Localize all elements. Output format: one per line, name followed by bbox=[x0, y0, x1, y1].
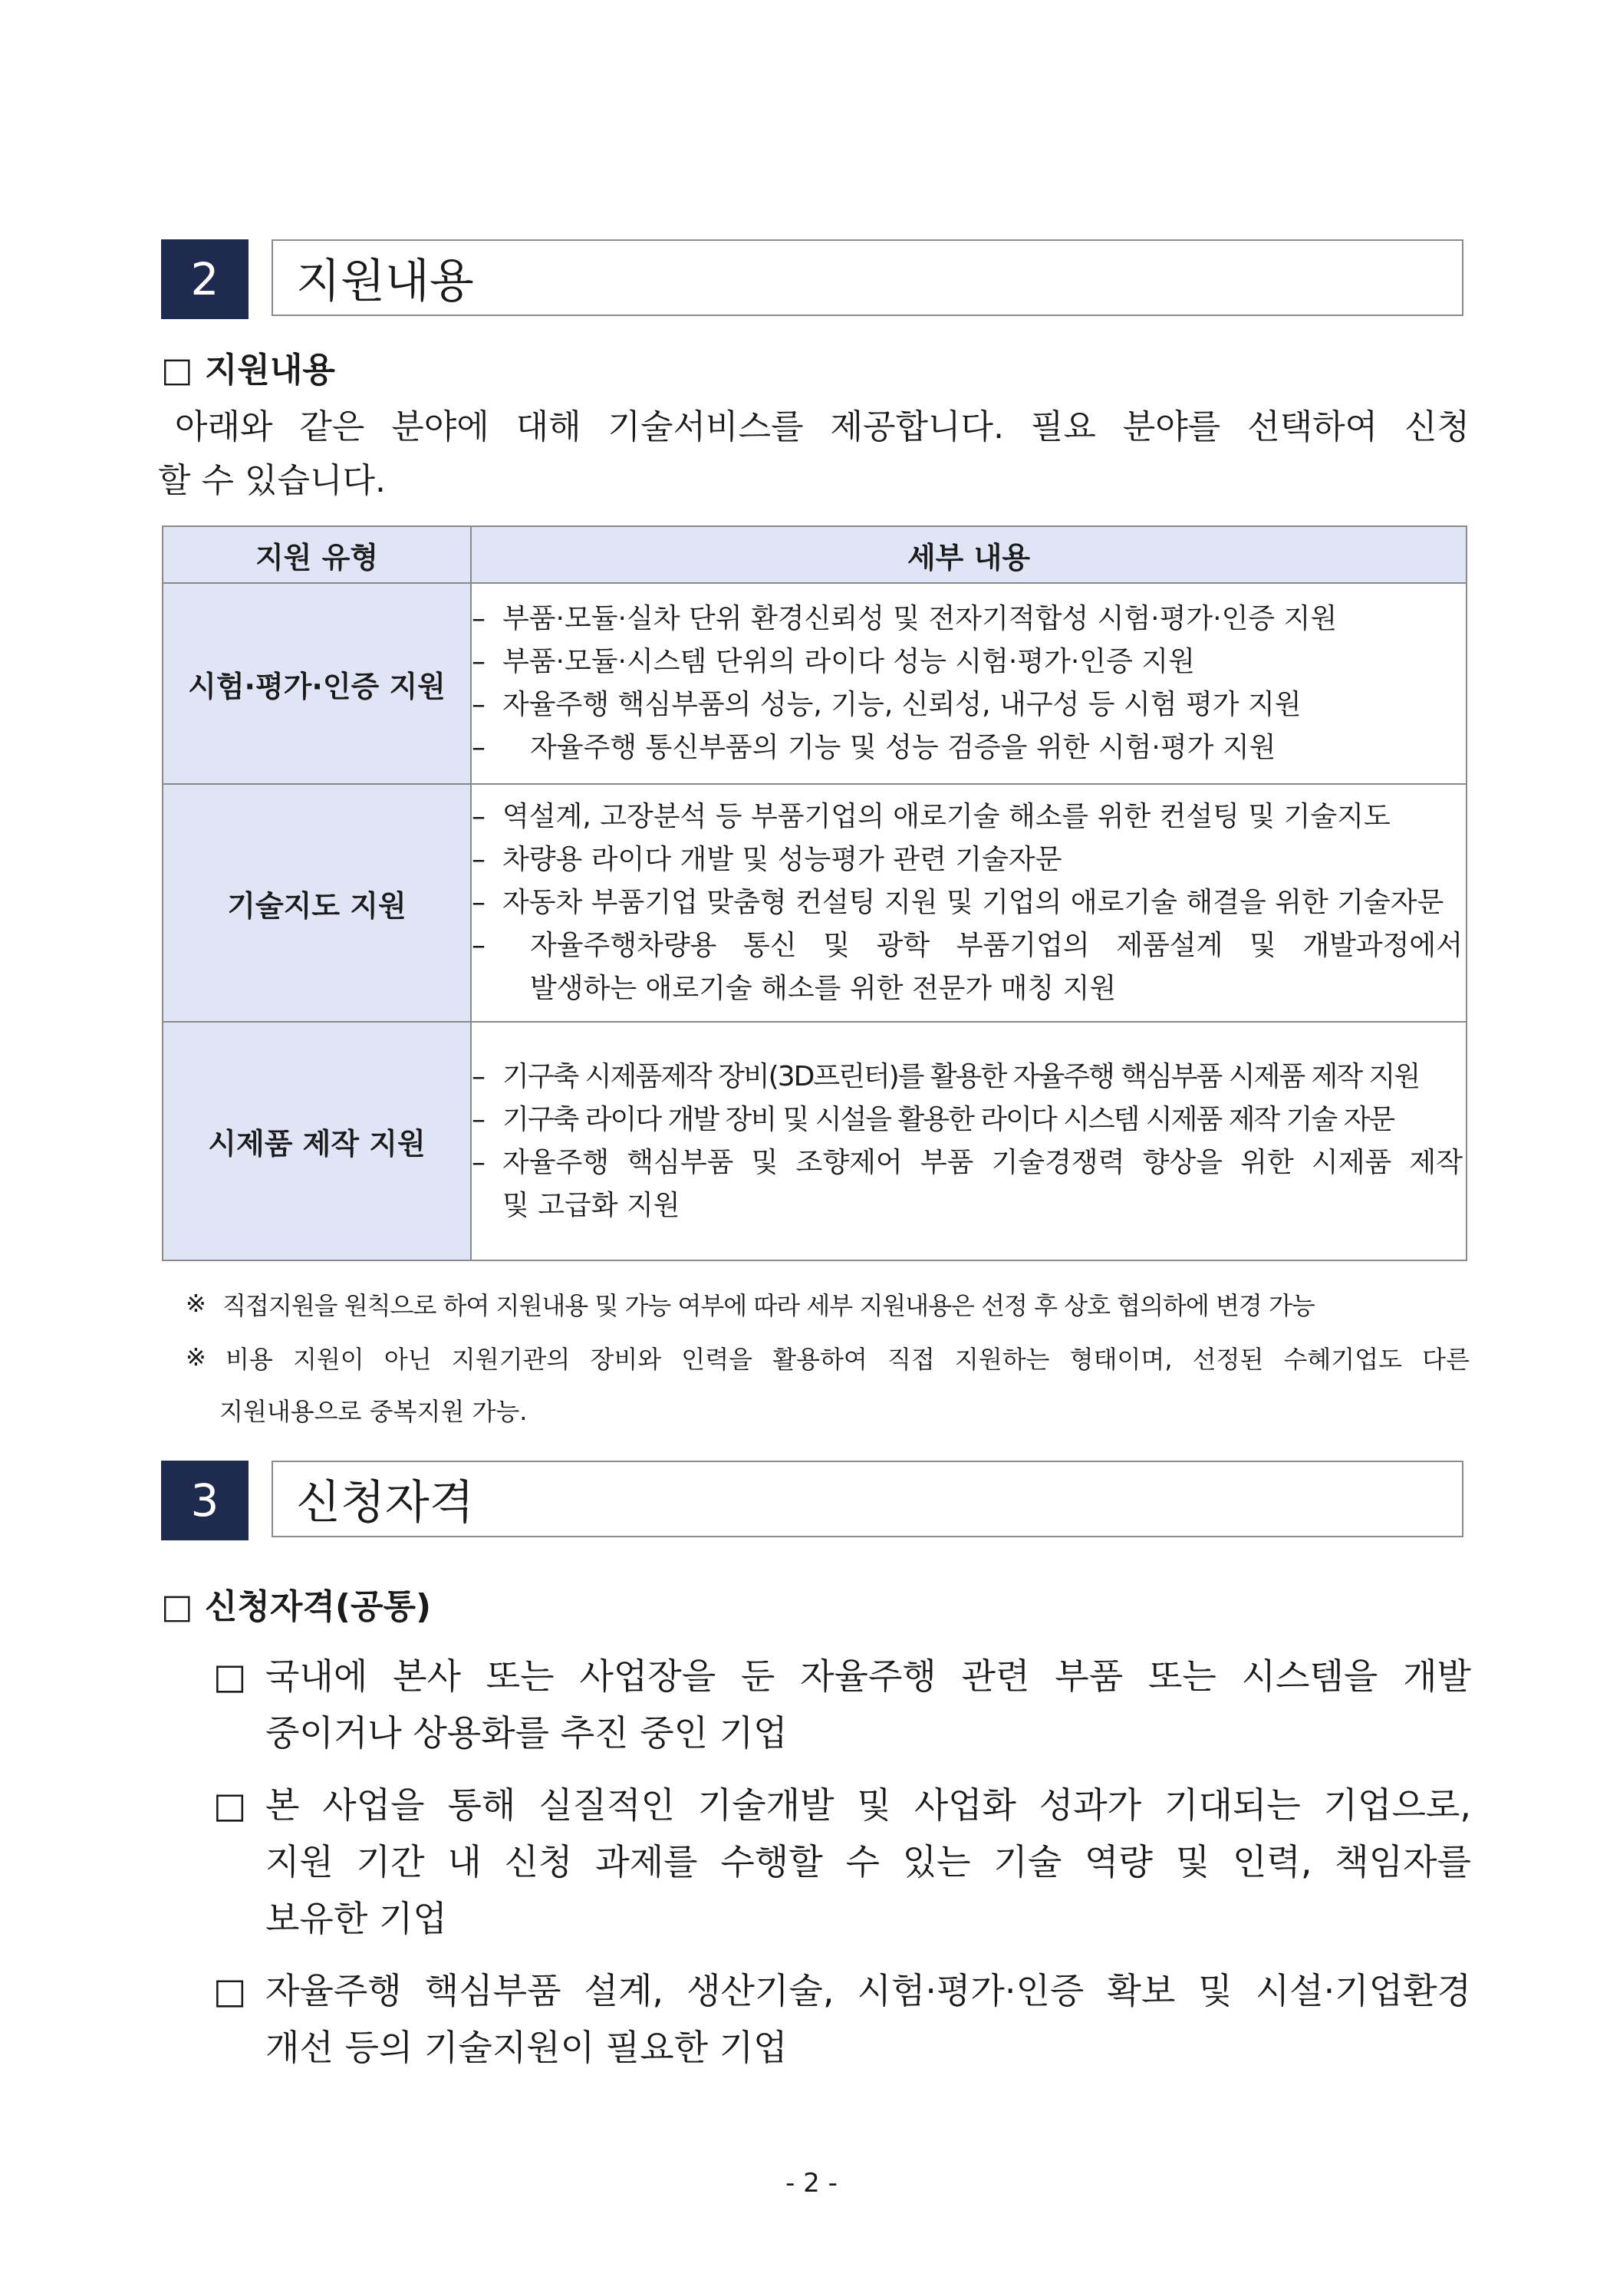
table-row bbox=[163, 583, 1467, 784]
item-line: 자율주행 핵심부품 설계, 생산기술, 시험·평가·인증 확보 및 시설·기업환경 bbox=[265, 1970, 1471, 2011]
note-2: 비용 지원이 아닌 지원기관의 장비와 인력을 활용하여 직접 지원하는 형태이며, 선정된 수혜기업도 다른 bbox=[226, 1345, 1470, 1374]
item-line: 본 사업을 통해 실질적인 기술개발 및 사업화 성과가 기대되는 기업으로, bbox=[265, 1784, 1471, 1826]
detail-list bbox=[471, 583, 1467, 784]
table-header-row bbox=[163, 526, 1467, 583]
column-header: 세부 내용 bbox=[471, 526, 1467, 583]
section-2-header bbox=[161, 239, 1467, 319]
detail-item: – 부품·모듈·실차 단위 환경신뢰성 및 전자기적합성 시험·평가·인증 지원 bbox=[472, 603, 1338, 634]
detail-item: – 기구축 시제품제작 장비(3D프린터)를 활용한 자율주행 핵심부품 시제품 제작 지원 bbox=[472, 1060, 1420, 1092]
support-type: 기술지도 지원 bbox=[163, 784, 471, 1022]
detail-item: – 역설계, 고장분석 등 부품기업의 애로기술 해소를 위한 컨설팅 및 기술지도 bbox=[472, 801, 1391, 832]
detail-list bbox=[471, 784, 1467, 1022]
table-row bbox=[163, 1022, 1467, 1260]
detail-list bbox=[471, 1022, 1467, 1260]
detail-item: – 자율주행 핵심부품의 성능, 기능, 신뢰성, 내구성 등 시험 평가 지원 bbox=[472, 689, 1302, 720]
item-line: 지원 기간 내 신청 과제를 수행할 수 있는 기술 역량 및 인력, 책임자를 bbox=[265, 1841, 1471, 1883]
note-2-continued: 지원내용으로 중복지원 가능. bbox=[219, 1397, 528, 1426]
item-line: 개선 등의 기술지원이 필요한 기업 bbox=[265, 2027, 788, 2068]
note-mark: ※ bbox=[186, 1289, 206, 1318]
detail-item: – 자율주행 핵심부품 및 조향제어 부품 기술경쟁력 향상을 위한 시제품 제작 bbox=[472, 1146, 1463, 1178]
detail-item: – 자율주행차량용 통신 및 광학 부품기업의 제품설계 및 개발과정에서 bbox=[472, 930, 1463, 961]
detail-item: – 차량용 라이다 개발 및 성능평가 관련 기술자문 bbox=[472, 844, 1062, 875]
table-row bbox=[163, 784, 1467, 1022]
support-type: 시제품 제작 지원 bbox=[163, 1022, 471, 1260]
detail-item-continued: 발생하는 애로기술 해소를 위한 전문가 매칭 지원 bbox=[530, 973, 1117, 1004]
eligibility-item bbox=[213, 1777, 1471, 1947]
subheading-support-content: □ 지원내용 bbox=[161, 351, 335, 390]
detail-item: – 기구축 라이다 개발 장비 및 시설을 활용한 라이다 시스템 시제품 제작 기술 자문 bbox=[472, 1103, 1394, 1135]
detail-item: – 자율주행 통신부품의 기능 및 성능 검증을 위한 시험·평가 지원 bbox=[472, 732, 1276, 763]
detail-item: – 부품·모듈·시스템 단위의 라이다 성능 시험·평가·인증 지원 bbox=[472, 646, 1195, 677]
column-header: 지원 유형 bbox=[163, 526, 471, 583]
section-title: 신청자격 bbox=[272, 1461, 1463, 1537]
eligibility-item bbox=[213, 1962, 1471, 2076]
support-table bbox=[162, 525, 1467, 1261]
note-1: 직접지원을 원칙으로 하여 지원내용 및 가능 여부에 따라 세부 지원내용은 선정 후 상호 협의하에 변경 가능 bbox=[222, 1291, 1315, 1320]
support-type: 시험·평가·인증 지원 bbox=[163, 583, 471, 784]
subheading-eligibility: □ 신청자격(공통) bbox=[161, 1587, 432, 1626]
intro-line-1: 아래와 같은 분야에 대해 기술서비스를 제공합니다. 필요 분야를 선택하여 신청 bbox=[175, 407, 1470, 446]
checkbox-icon: □ bbox=[213, 1655, 247, 1697]
section-3-header bbox=[161, 1461, 1467, 1540]
checkbox-icon: □ bbox=[213, 1970, 247, 2011]
detail-item: – 자동차 부품기업 맞춤형 컨설팅 지원 및 기업의 애로기술 해결을 위한 기술자문 bbox=[472, 887, 1444, 918]
note-mark: ※ bbox=[186, 1342, 206, 1372]
checkbox-icon: □ bbox=[213, 1784, 247, 1826]
intro-line-2: 할 수 있습니다. bbox=[158, 461, 386, 500]
page-number: - 2 - bbox=[785, 2168, 838, 2199]
section-number: 2 bbox=[161, 239, 249, 319]
item-line: 중이거나 상용화를 추진 중인 기업 bbox=[265, 1712, 788, 1754]
eligibility-item bbox=[213, 1648, 1471, 1761]
section-title: 지원내용 bbox=[272, 239, 1463, 316]
section-number: 3 bbox=[161, 1461, 249, 1540]
item-line: 보유한 기업 bbox=[265, 1898, 447, 1939]
item-line: 국내에 본사 또는 사업장을 둔 자율주행 관련 부품 또는 시스템을 개발 bbox=[265, 1655, 1471, 1697]
detail-item-continued: 및 고급화 지원 bbox=[502, 1189, 680, 1221]
